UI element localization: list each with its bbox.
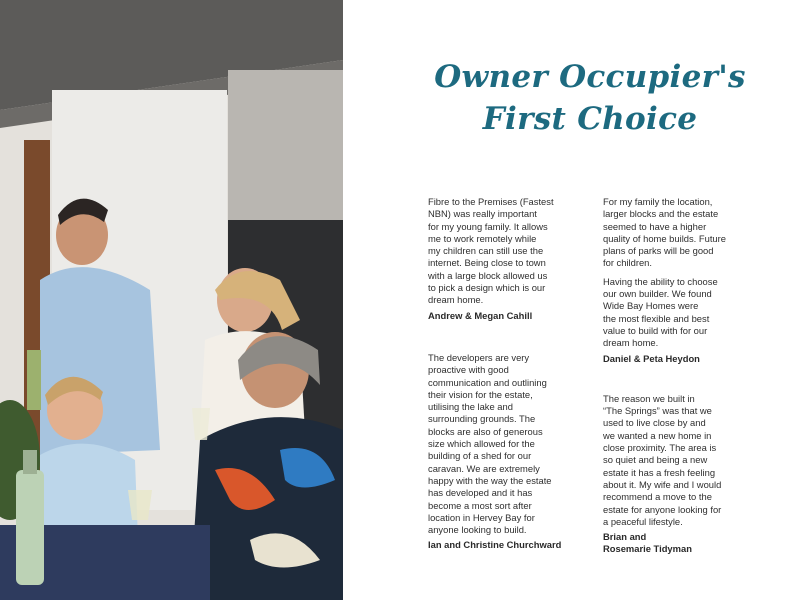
testimonials-column-right [603, 196, 753, 556]
testimonial-text: The developers are very proactive with good communication and outlining their vision for the estate, utilising the lake and surrounding grounds. The blocks are also of generous size which allowed for the building of a shed for our caravan. We are extremely happy with the way the estate has developed and it has become a most sort after location in Hervey Bay for anyone looking to build. [428, 351, 552, 536]
testimonial-author: Daniel & Peta Heydon [603, 352, 700, 364]
family-photo [0, 0, 343, 600]
testimonial-author: Brian and Rosemarie Tidyman [603, 531, 692, 555]
page-title-line-2: First Choice [482, 101, 698, 137]
page-title [420, 56, 760, 140]
testimonial-text: Fibre to the Premises (Fastest NBN) was really important for my young family. It allows me to work remotely while my children can still use the internet. Being close to town with a large block allowed us to pick a design which is our dream home. [428, 196, 554, 306]
testimonial-text: For my family the location, larger blocks and the estate seemed to have a higher quality of home builds. Future plans of parks will be good for children. [603, 196, 726, 269]
testimonial-text: Having the ability to choose our own builder. We found Wide Bay Homes were the most flexible and best value to build with for our dream home. [603, 275, 718, 349]
testimonial-text: The reason we built in “The Springs” was that we used to live close by and we wanted a new home in close proximity. The area is so quiet and being a new estate it has a fresh feeling about it. My wife and I would recommend a move to the estate for anyone looking for a peaceful lifestyle. [603, 392, 722, 527]
page-title-line-1: Owner Occupier's [434, 59, 746, 95]
testimonials-column-left [428, 196, 578, 552]
testimonial-author: Ian and Christine Churchward [428, 539, 562, 551]
testimonial-author: Andrew & Megan Cahill [428, 309, 533, 321]
